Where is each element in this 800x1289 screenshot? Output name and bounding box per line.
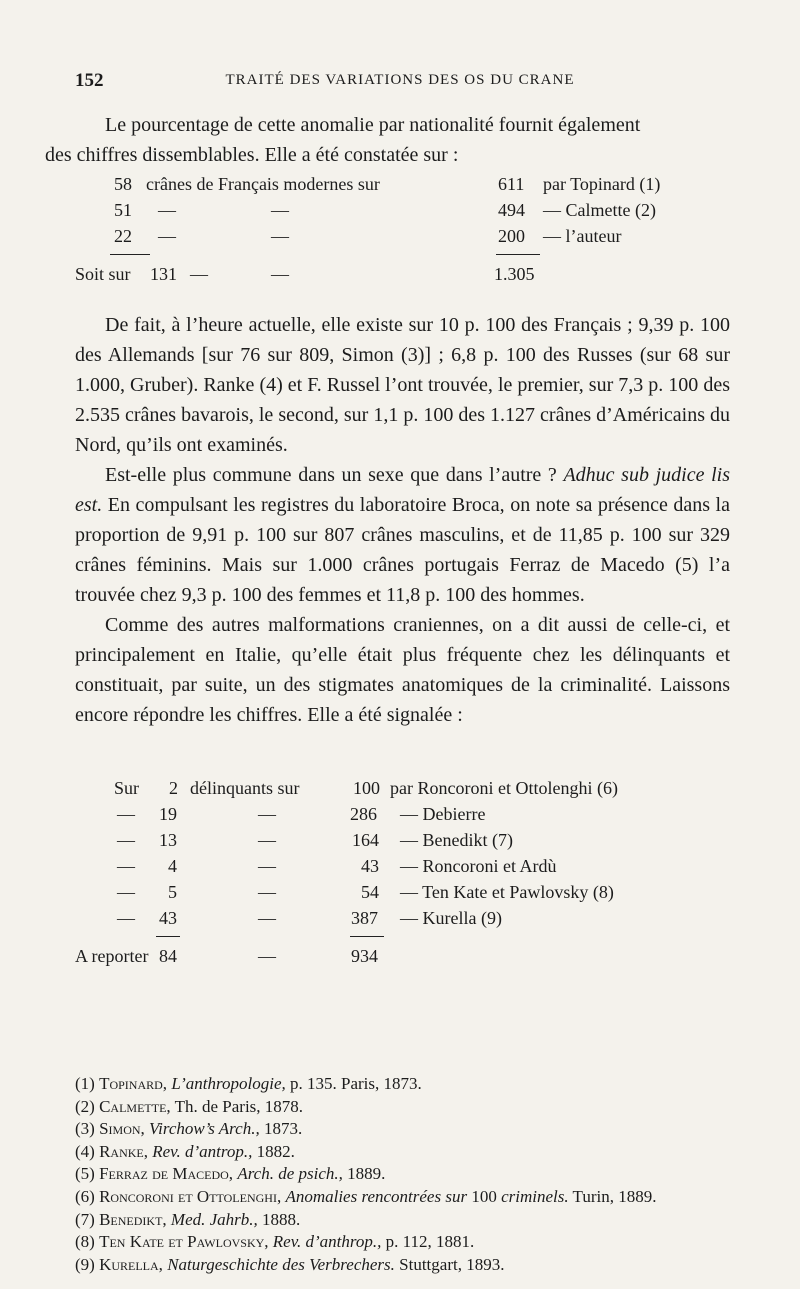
t2-r1-c3: 100 bbox=[353, 778, 380, 798]
t2-total-c3: 934 bbox=[351, 946, 378, 966]
t2-r6-c1: 43 bbox=[159, 908, 177, 928]
t2-total-label: A reporter bbox=[75, 946, 149, 966]
footnote-4: (4) Ranke, Rev. d’antrop., 1882. bbox=[75, 1141, 295, 1161]
t2-r6-c0: — bbox=[117, 908, 135, 928]
footnote-5: (5) Ferraz de Macedo, Arch. de psich., 1889. bbox=[75, 1164, 386, 1184]
t2-r5-c4: — Ten Kate et Pawlovsky (8) bbox=[400, 882, 614, 902]
t2-r4-c0: — bbox=[117, 856, 135, 876]
t2-rule-left bbox=[156, 936, 180, 937]
intro-line-1: Le pourcentage de cette anomalie par nationalité fournit également bbox=[105, 114, 641, 136]
t1-r1-c2: crânes de Français modernes sur bbox=[146, 174, 380, 194]
t2-r3-c0: — bbox=[117, 830, 135, 850]
running-title: TRAITÉ DES VARIATIONS DES OS DU CRANE bbox=[225, 72, 575, 88]
t2-total-c2: — bbox=[258, 946, 276, 966]
t2-r6-c2: — bbox=[258, 908, 276, 928]
t1-r3-c4: — l’auteur bbox=[543, 226, 622, 246]
t1-r3-c2: — bbox=[158, 226, 176, 246]
t2-r3-c4: — Benedikt (7) bbox=[400, 830, 513, 850]
footnote-6: (6) Roncoroni et Ottolenghi, Anomalies rencontrées sur 100 criminels. Turin, 1889. bbox=[75, 1186, 657, 1206]
t1-r3-c3: 200 bbox=[498, 226, 525, 246]
t1-r3-c1: 22 bbox=[114, 226, 132, 246]
t2-r4-c4: — Roncoroni et Ardù bbox=[400, 856, 557, 876]
t1-total-c3: 1.305 bbox=[494, 264, 535, 284]
t1-rule-left bbox=[110, 254, 150, 255]
paragraph-1: De fait, à l’heure actuelle, elle existe sur 10 p. 100 des Français ; 9,39 p. 100 des Allemands [sur 76 sur 809, Simon (3)] ; 6,8 p. 100 des Russes (sur 68 sur 1.000, Gruber). Ranke (4) et F. Russel l’ont trouvée, le premier, sur 7,3 p. 100 des 2.535 crânes bavarois, le second, sur 1,1 p. 100 des 1.127 crânes d’Américains du Nord, qu’ils ont examinés. bbox=[75, 314, 730, 456]
t2-r5-c0: — bbox=[117, 882, 135, 902]
t1-total-c2: — bbox=[190, 264, 208, 284]
t2-r1-c1: 2 bbox=[169, 778, 178, 798]
t2-r1-c0: Sur bbox=[114, 778, 140, 798]
t1-r2-c1: 51 bbox=[114, 200, 132, 220]
footnote-1: (1) Topinard, L’anthropologie, p. 135. Paris, 1873. bbox=[75, 1074, 422, 1093]
t2-rule-right bbox=[350, 936, 384, 937]
intro-paragraph bbox=[45, 110, 730, 170]
t2-r2-c2: — bbox=[258, 804, 276, 824]
paragraph-2-start: Est-elle plus commune dans un sexe que dans l’autre ? bbox=[105, 464, 564, 486]
t1-total-label: Soit sur bbox=[75, 264, 131, 284]
body-text bbox=[75, 310, 730, 730]
t1-r2-c2: — bbox=[158, 200, 176, 220]
t2-r4-c3: 43 bbox=[361, 856, 379, 876]
t2-r1-c4: par Roncoroni et Ottolenghi (6) bbox=[390, 778, 618, 798]
footnote-8: (8) Ten Kate et Pawlovsky, Rev. d’anthrop., p. 112, 1881. bbox=[75, 1232, 475, 1252]
latin-quote: Adhuc sub judice lis est. bbox=[75, 464, 731, 516]
t2-r2-c3: 286 bbox=[350, 804, 377, 824]
footnote-3: (3) Simon, Virchow’s Arch., 1873. bbox=[75, 1119, 303, 1139]
t2-r4-c2: — bbox=[258, 856, 276, 876]
t1-total-c2b: — bbox=[271, 264, 289, 284]
t2-r2-c4: — Debierre bbox=[400, 804, 486, 824]
t2-r2-c0: — bbox=[117, 804, 135, 824]
t1-total-c1: 131 bbox=[150, 264, 177, 284]
t2-r1-c2: délinquants sur bbox=[190, 778, 300, 798]
paragraph-2 bbox=[75, 460, 730, 610]
t1-r2-c2b: — bbox=[271, 200, 289, 220]
paragraph-2-end: En compulsant les registres du laboratoire Broca, on note sa présence dans la proportion de 9,91 p. 100 sur 807 crânes masculins, et de 11,85 p. 100 sur 329 crânes féminins. Mais sur 1.000 crânes portugais Ferraz de Macedo (5) l’a trouvée chez 9,3 p. 100 des femmes et 11,8 p. 100 des hommes. bbox=[75, 494, 730, 606]
t1-r3-c2b: — bbox=[271, 226, 289, 246]
t1-r1-c3: 611 bbox=[498, 174, 525, 194]
t2-r5-c3: 54 bbox=[361, 882, 379, 902]
t2-total-c1: 84 bbox=[159, 946, 177, 966]
t1-r2-c4: — Calmette (2) bbox=[543, 200, 656, 220]
page-header bbox=[75, 70, 725, 94]
t2-r5-c1: 5 bbox=[168, 882, 177, 902]
footnote-2: (2) Calmette, Th. de Paris, 1878. bbox=[75, 1096, 304, 1116]
t2-r5-c2: — bbox=[258, 882, 276, 902]
footnote-7: (7) Benedikt, Med. Jahrb., 1888. bbox=[75, 1209, 301, 1229]
t2-r3-c2: — bbox=[258, 830, 276, 850]
t2-r3-c1: 13 bbox=[159, 830, 177, 850]
t1-r1-c4: par Topinard (1) bbox=[543, 174, 661, 194]
t1-r2-c3: 494 bbox=[498, 200, 525, 220]
t2-r6-c3: 387 bbox=[351, 908, 378, 928]
t2-r2-c1: 19 bbox=[159, 804, 177, 824]
footnotes bbox=[75, 1073, 735, 1276]
intro-line-2: des chiffres dissemblables. Elle a été constatée sur : bbox=[45, 144, 459, 166]
t1-rule-right bbox=[496, 254, 540, 255]
t2-r6-c4: — Kurella (9) bbox=[400, 908, 502, 928]
t1-r1-c1: 58 bbox=[114, 174, 132, 194]
t2-r4-c1: 4 bbox=[168, 856, 177, 876]
paragraph-3: Comme des autres malformations craniennes, on a dit aussi de celle-ci, et principalement en Italie, qu’elle était plus fréquente chez les délinquants et constituait, par suite, un des stigmates anatomiques de la criminalité. Laissons encore répondre les chiffres. Elle a été signalée : bbox=[75, 614, 730, 726]
page-number: 152 bbox=[75, 70, 104, 91]
footnote-9: (9) Kurella, Naturgeschichte des Verbrechers. Stuttgart, 1893. bbox=[75, 1254, 505, 1274]
t2-r3-c3: 164 bbox=[352, 830, 379, 850]
